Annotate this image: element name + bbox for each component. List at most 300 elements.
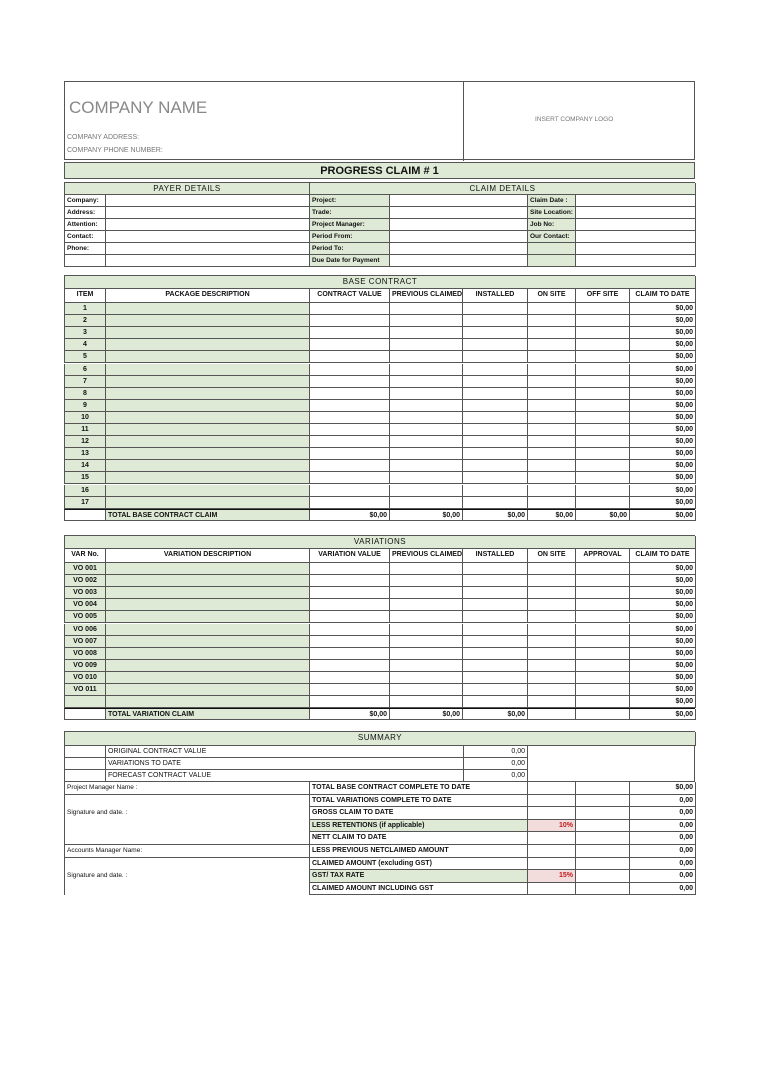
- claim-to-date-value: $0,00: [630, 364, 696, 376]
- package-description-field[interactable]: [106, 436, 310, 448]
- payer-value-field[interactable]: [106, 243, 310, 255]
- amount-field[interactable]: [463, 485, 528, 497]
- amount-field[interactable]: [310, 587, 390, 599]
- package-description-field[interactable]: [106, 485, 310, 497]
- claim-to-date-value: $0,00: [630, 339, 696, 351]
- amount-field[interactable]: [463, 424, 528, 436]
- details-heading-row: [64, 182, 695, 195]
- total-spacer: [65, 510, 106, 521]
- amount-field[interactable]: [310, 575, 390, 587]
- signature-area[interactable]: [65, 795, 310, 808]
- claim-left-label: Due Date for Payment: [310, 255, 390, 267]
- table-row: [64, 660, 695, 672]
- summary-gap: [576, 832, 630, 845]
- amount-field[interactable]: [390, 412, 463, 424]
- claim-right-value-field[interactable]: [576, 219, 696, 231]
- payer-label: Company:: [65, 195, 106, 207]
- variation-column-header: VARIATION VALUE: [310, 549, 390, 563]
- amount-field[interactable]: [528, 696, 576, 708]
- variation-description-field[interactable]: [106, 684, 310, 696]
- amount-field[interactable]: [528, 611, 576, 623]
- claim-to-date-value: $0,00: [630, 460, 696, 472]
- amount-field[interactable]: [390, 303, 463, 315]
- amount-field[interactable]: [576, 364, 630, 376]
- variation-number: VO 007: [65, 636, 106, 648]
- claim-left-value-field[interactable]: [390, 219, 528, 231]
- amount-field[interactable]: [528, 660, 576, 672]
- claim-left-value-field[interactable]: [390, 231, 528, 243]
- claim-right-value-field[interactable]: [576, 195, 696, 207]
- item-number: 2: [65, 315, 106, 327]
- amount-field[interactable]: [528, 424, 576, 436]
- amount-field[interactable]: [528, 376, 576, 388]
- details-row: [64, 219, 695, 231]
- table-row: [64, 400, 695, 412]
- payer-label: Phone:: [65, 243, 106, 255]
- payer-value-field[interactable]: [106, 231, 310, 243]
- package-description-field[interactable]: [106, 472, 310, 484]
- amount-field[interactable]: [310, 611, 390, 623]
- amount-field[interactable]: [576, 339, 630, 351]
- amount-field[interactable]: [576, 575, 630, 587]
- amount-field[interactable]: [310, 376, 390, 388]
- amount-field[interactable]: [528, 448, 576, 460]
- table-row: [64, 696, 695, 708]
- package-description-field[interactable]: [106, 303, 310, 315]
- amount-field[interactable]: [576, 485, 630, 497]
- amount-field[interactable]: [310, 388, 390, 400]
- summary-line-label: GROSS CLAIM TO DATE: [310, 807, 528, 820]
- amount-field[interactable]: [310, 648, 390, 660]
- amount-field[interactable]: [310, 303, 390, 315]
- amount-field[interactable]: [528, 388, 576, 400]
- signature-area[interactable]: [65, 832, 310, 845]
- amount-field[interactable]: [463, 388, 528, 400]
- amount-field[interactable]: [528, 460, 576, 472]
- amount-field[interactable]: [310, 599, 390, 611]
- amount-field[interactable]: [310, 315, 390, 327]
- variations-columns-row: [64, 549, 695, 563]
- claim-right-value-field[interactable]: [576, 243, 696, 255]
- package-description-field[interactable]: [106, 376, 310, 388]
- summary-rate-spacer: [528, 883, 576, 896]
- summary-line-row: [64, 807, 695, 820]
- amount-field[interactable]: [310, 448, 390, 460]
- amount-field[interactable]: [576, 648, 630, 660]
- amount-field[interactable]: [463, 460, 528, 472]
- variation-number: VO 004: [65, 599, 106, 611]
- table-row: [64, 636, 695, 648]
- amount-field[interactable]: [463, 472, 528, 484]
- amount-field[interactable]: [310, 364, 390, 376]
- amount-field[interactable]: [310, 485, 390, 497]
- amount-field[interactable]: [576, 624, 630, 636]
- company-logo-placeholder: INSERT COMPANY LOGO: [535, 116, 614, 123]
- variations-total-value: $0,00: [310, 709, 390, 720]
- amount-field[interactable]: [310, 339, 390, 351]
- claim-right-label: [528, 255, 576, 267]
- amount-field[interactable]: [310, 400, 390, 412]
- amount-field[interactable]: [528, 587, 576, 599]
- summary-line-label: CLAIMED AMOUNT (excluding GST): [310, 858, 528, 871]
- claim-left-value-field[interactable]: [390, 207, 528, 219]
- amount-field[interactable]: [576, 611, 630, 623]
- amount-field[interactable]: [528, 436, 576, 448]
- summary-line-row: [64, 883, 695, 896]
- variation-description-field[interactable]: [106, 648, 310, 660]
- amount-field[interactable]: [390, 599, 463, 611]
- variation-number: VO 001: [65, 563, 106, 575]
- summary-line-row: [64, 845, 695, 858]
- amount-field[interactable]: [576, 436, 630, 448]
- summary-line-row: [64, 820, 695, 833]
- amount-field[interactable]: [463, 497, 528, 509]
- claim-to-date-value: $0,00: [630, 696, 696, 708]
- amount-field[interactable]: [310, 424, 390, 436]
- amount-field[interactable]: [463, 575, 528, 587]
- amount-field[interactable]: [528, 400, 576, 412]
- signature-label[interactable]: Signature and date. :: [65, 807, 310, 820]
- project-manager-name-label[interactable]: Project Manager Name :: [65, 782, 310, 795]
- amount-field[interactable]: [390, 696, 463, 708]
- amount-field[interactable]: [463, 400, 528, 412]
- amount-field[interactable]: [463, 412, 528, 424]
- amount-field[interactable]: [576, 327, 630, 339]
- variation-description-field[interactable]: [106, 624, 310, 636]
- base-contract-columns-row: [64, 289, 695, 303]
- claim-to-date-value: $0,00: [630, 611, 696, 623]
- amount-field[interactable]: [528, 412, 576, 424]
- amount-field[interactable]: [576, 472, 630, 484]
- package-description-field[interactable]: [106, 351, 310, 363]
- table-row: [64, 485, 695, 497]
- claim-right-label: Job No:: [528, 219, 576, 231]
- amount-field[interactable]: [390, 660, 463, 672]
- amount-field[interactable]: [310, 351, 390, 363]
- amount-field[interactable]: [390, 327, 463, 339]
- claim-to-date-value: $0,00: [630, 412, 696, 424]
- base-column-header: ITEM: [65, 289, 106, 303]
- amount-field[interactable]: [390, 587, 463, 599]
- summary-line-value: 0,00: [630, 807, 696, 820]
- amount-field[interactable]: [390, 636, 463, 648]
- variation-description-field[interactable]: [106, 587, 310, 599]
- amount-field[interactable]: [576, 460, 630, 472]
- claim-to-date-value: $0,00: [630, 424, 696, 436]
- accounts-manager-name-label[interactable]: Accounts Manager Name:: [65, 845, 310, 858]
- claim-left-value-field[interactable]: [390, 195, 528, 207]
- amount-field[interactable]: [390, 672, 463, 684]
- amount-field[interactable]: [576, 376, 630, 388]
- amount-field[interactable]: [528, 636, 576, 648]
- table-row: [64, 587, 695, 599]
- details-row: [64, 195, 695, 207]
- package-description-field[interactable]: [106, 460, 310, 472]
- amount-field[interactable]: [390, 648, 463, 660]
- amount-field[interactable]: [390, 436, 463, 448]
- variation-column-header: VARIATION DESCRIPTION: [106, 549, 310, 563]
- table-row: [64, 624, 695, 636]
- amount-field[interactable]: [528, 497, 576, 509]
- amount-field[interactable]: [310, 563, 390, 575]
- amount-field[interactable]: [528, 339, 576, 351]
- amount-field[interactable]: [463, 303, 528, 315]
- amount-field[interactable]: [576, 424, 630, 436]
- amount-field[interactable]: [528, 485, 576, 497]
- amount-field[interactable]: [576, 563, 630, 575]
- amount-field[interactable]: [576, 636, 630, 648]
- amount-field[interactable]: [576, 388, 630, 400]
- amount-field[interactable]: [463, 636, 528, 648]
- variation-description-field[interactable]: [106, 599, 310, 611]
- item-number: 17: [65, 497, 106, 509]
- variation-description-field[interactable]: [106, 672, 310, 684]
- item-number: 12: [65, 436, 106, 448]
- package-description-field[interactable]: [106, 448, 310, 460]
- payer-value-field[interactable]: [106, 219, 310, 231]
- payer-label: Attention:: [65, 219, 106, 231]
- amount-field[interactable]: [310, 436, 390, 448]
- package-description-field[interactable]: [106, 497, 310, 509]
- summary-line-value: 0,00: [630, 820, 696, 833]
- amount-field[interactable]: [463, 672, 528, 684]
- summary-rate-value[interactable]: 15%: [528, 870, 576, 883]
- details-row: [64, 207, 695, 219]
- amount-field[interactable]: [576, 684, 630, 696]
- amount-field[interactable]: [528, 303, 576, 315]
- amount-field[interactable]: [390, 339, 463, 351]
- variation-number: VO 010: [65, 672, 106, 684]
- package-description-field[interactable]: [106, 424, 310, 436]
- summary-rate-spacer: [528, 782, 576, 795]
- amount-field[interactable]: [528, 648, 576, 660]
- amount-field[interactable]: [390, 400, 463, 412]
- payer-value-field[interactable]: [106, 255, 310, 267]
- variation-description-field[interactable]: [106, 636, 310, 648]
- amount-field[interactable]: [310, 497, 390, 509]
- summary-gap: [576, 870, 630, 883]
- signature-area[interactable]: [65, 820, 310, 833]
- package-description-field[interactable]: [106, 364, 310, 376]
- amount-field[interactable]: [576, 412, 630, 424]
- summary-top-label: ORIGINAL CONTRACT VALUE: [106, 746, 464, 758]
- amount-field[interactable]: [390, 376, 463, 388]
- package-description-field[interactable]: [106, 339, 310, 351]
- amount-field[interactable]: [390, 351, 463, 363]
- payer-value-field[interactable]: [106, 207, 310, 219]
- amount-field[interactable]: [463, 448, 528, 460]
- amount-field[interactable]: [463, 315, 528, 327]
- variation-description-field[interactable]: [106, 660, 310, 672]
- package-description-field[interactable]: [106, 388, 310, 400]
- table-row: [64, 460, 695, 472]
- amount-field[interactable]: [528, 684, 576, 696]
- amount-field[interactable]: [310, 660, 390, 672]
- signature-area[interactable]: [65, 858, 310, 871]
- claim-to-date-value: $0,00: [630, 684, 696, 696]
- table-row: [64, 563, 695, 575]
- item-number: 8: [65, 388, 106, 400]
- summary-heading-row: [64, 731, 695, 746]
- base-total-value: $0,00: [310, 510, 390, 521]
- base-column-header: CLAIM TO DATE: [630, 289, 696, 303]
- amount-field[interactable]: [463, 611, 528, 623]
- package-description-field[interactable]: [106, 327, 310, 339]
- package-description-field[interactable]: [106, 400, 310, 412]
- amount-field[interactable]: [528, 599, 576, 611]
- amount-field[interactable]: [463, 660, 528, 672]
- amount-field[interactable]: [463, 599, 528, 611]
- amount-field[interactable]: [390, 497, 463, 509]
- table-row: [64, 611, 695, 623]
- amount-field[interactable]: [576, 660, 630, 672]
- amount-field[interactable]: [310, 472, 390, 484]
- amount-field[interactable]: [310, 684, 390, 696]
- amount-field[interactable]: [528, 563, 576, 575]
- amount-field[interactable]: [390, 388, 463, 400]
- amount-field[interactable]: [463, 587, 528, 599]
- amount-field[interactable]: [463, 648, 528, 660]
- amount-field[interactable]: [390, 563, 463, 575]
- claim-left-value-field[interactable]: [390, 255, 528, 267]
- variation-column-header: CLAIM TO DATE: [630, 549, 696, 563]
- amount-field[interactable]: [576, 351, 630, 363]
- amount-field[interactable]: [463, 684, 528, 696]
- variations-total-value: $0,00: [630, 709, 696, 720]
- amount-field[interactable]: [390, 684, 463, 696]
- amount-field[interactable]: [390, 575, 463, 587]
- amount-field[interactable]: [390, 485, 463, 497]
- claim-to-date-value: $0,00: [630, 497, 696, 509]
- variation-column-header: VAR No.: [65, 549, 106, 563]
- payer-value-field[interactable]: [106, 195, 310, 207]
- amount-field[interactable]: [576, 448, 630, 460]
- variation-description-field[interactable]: [106, 611, 310, 623]
- item-number: 9: [65, 400, 106, 412]
- summary-gap: [576, 858, 630, 871]
- variations-heading-row: [64, 535, 695, 549]
- summary-line-label: TOTAL BASE CONTRACT COMPLETE TO DATE: [310, 782, 528, 795]
- amount-field[interactable]: [390, 448, 463, 460]
- amount-field[interactable]: [528, 327, 576, 339]
- amount-field[interactable]: [310, 327, 390, 339]
- amount-field[interactable]: [576, 497, 630, 509]
- amount-field[interactable]: [576, 400, 630, 412]
- claim-to-date-value: $0,00: [630, 388, 696, 400]
- amount-field[interactable]: [310, 636, 390, 648]
- amount-field[interactable]: [576, 672, 630, 684]
- amount-field[interactable]: [528, 575, 576, 587]
- variation-number: VO 005: [65, 611, 106, 623]
- amount-field[interactable]: [390, 472, 463, 484]
- amount-field[interactable]: [463, 624, 528, 636]
- amount-field[interactable]: [463, 376, 528, 388]
- base-total-row: [64, 509, 695, 521]
- variation-description-field[interactable]: [106, 563, 310, 575]
- claim-left-label: Trade:: [310, 207, 390, 219]
- item-number: 3: [65, 327, 106, 339]
- amount-field[interactable]: [528, 351, 576, 363]
- amount-field[interactable]: [576, 587, 630, 599]
- claim-right-value-field[interactable]: [576, 207, 696, 219]
- company-header: [64, 81, 695, 160]
- amount-field[interactable]: [528, 315, 576, 327]
- amount-field[interactable]: [528, 672, 576, 684]
- amount-field[interactable]: [310, 696, 390, 708]
- amount-field[interactable]: [463, 327, 528, 339]
- signature-label[interactable]: Signature and date. :: [65, 870, 310, 883]
- claim-to-date-value: $0,00: [630, 587, 696, 599]
- summary-rate-value[interactable]: 10%: [528, 820, 576, 833]
- variation-number: VO 006: [65, 624, 106, 636]
- company-phone: COMPANY PHONE NUMBER:: [67, 147, 163, 154]
- variation-column-header: APPROVAL: [576, 549, 630, 563]
- payer-label: Address:: [65, 207, 106, 219]
- company-name: COMPANY NAME: [69, 98, 208, 117]
- amount-field[interactable]: [528, 624, 576, 636]
- amount-field[interactable]: [576, 696, 630, 708]
- base-column-header: ON SITE: [528, 289, 576, 303]
- amount-field[interactable]: [390, 624, 463, 636]
- claim-right-value-field[interactable]: [576, 255, 696, 267]
- variation-description-field[interactable]: [106, 696, 310, 708]
- variation-column-header: ON SITE: [528, 549, 576, 563]
- amount-field[interactable]: [576, 303, 630, 315]
- claim-right-value-field[interactable]: [576, 231, 696, 243]
- table-row: [64, 364, 695, 376]
- amount-field[interactable]: [463, 351, 528, 363]
- amount-field[interactable]: [310, 624, 390, 636]
- amount-field[interactable]: [528, 364, 576, 376]
- amount-field[interactable]: [390, 364, 463, 376]
- summary-line-row: [64, 795, 695, 808]
- table-row: [64, 684, 695, 696]
- claim-left-value-field[interactable]: [390, 243, 528, 255]
- amount-field[interactable]: [528, 472, 576, 484]
- table-row: [64, 648, 695, 660]
- base-total-value: $0,00: [630, 510, 696, 521]
- summary-line-row: [64, 858, 695, 871]
- variation-description-field[interactable]: [106, 575, 310, 587]
- amount-field[interactable]: [310, 460, 390, 472]
- package-description-field[interactable]: [106, 412, 310, 424]
- amount-field[interactable]: [390, 424, 463, 436]
- payer-label: [65, 255, 106, 267]
- amount-field[interactable]: [463, 436, 528, 448]
- amount-field[interactable]: [390, 460, 463, 472]
- claim-to-date-value: $0,00: [630, 672, 696, 684]
- details-row: [64, 255, 695, 267]
- amount-field[interactable]: [310, 412, 390, 424]
- amount-field[interactable]: [576, 599, 630, 611]
- total-spacer: [528, 709, 576, 720]
- base-column-header: INSTALLED: [463, 289, 528, 303]
- table-row: [64, 376, 695, 388]
- details-row: [64, 243, 695, 255]
- amount-field[interactable]: [390, 611, 463, 623]
- amount-field[interactable]: [463, 364, 528, 376]
- amount-field[interactable]: [463, 339, 528, 351]
- claim-to-date-value: $0,00: [630, 436, 696, 448]
- amount-field[interactable]: [310, 672, 390, 684]
- amount-field[interactable]: [390, 315, 463, 327]
- variation-number: VO 009: [65, 660, 106, 672]
- amount-field[interactable]: [463, 563, 528, 575]
- package-description-field[interactable]: [106, 315, 310, 327]
- signature-area[interactable]: [65, 883, 310, 896]
- amount-field[interactable]: [463, 696, 528, 708]
- amount-field[interactable]: [576, 315, 630, 327]
